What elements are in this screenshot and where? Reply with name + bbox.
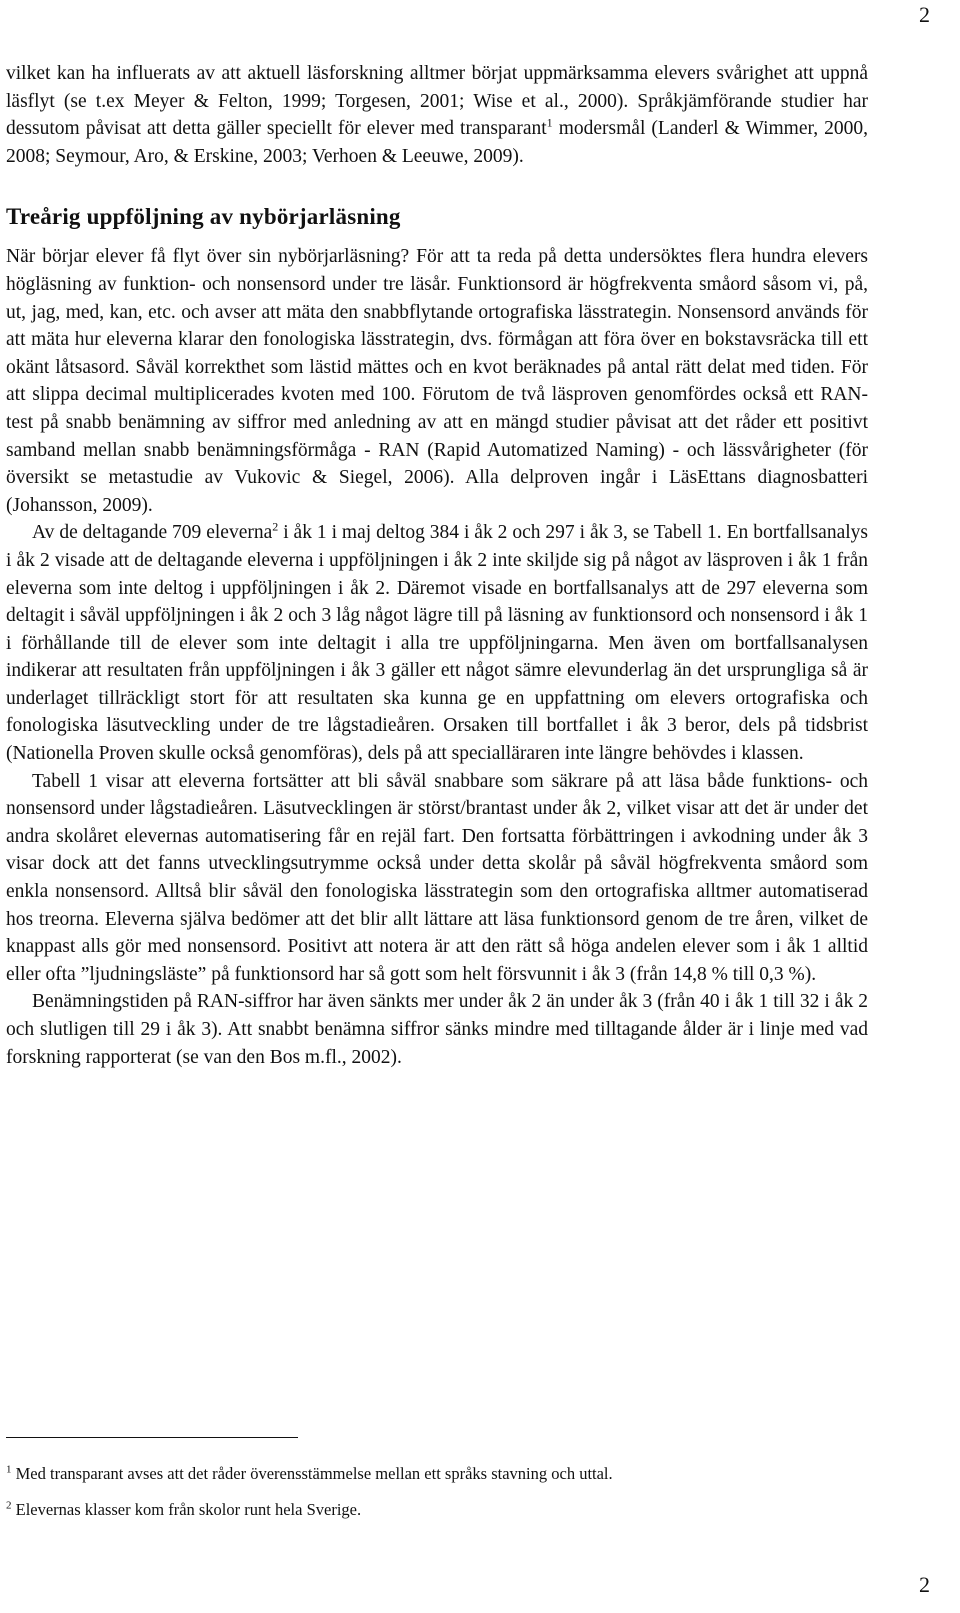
intro-text-a: vilket kan ha influerats av att aktuell läsforskning alltmer börjat uppmärksamma elevers svårighet att uppnå läsflyt (se t.ex Meyer & Felton, 1999; Torgesen, 2001; Wise et al., 2000). Språkjämförande studier har dessutom påvisat att detta gäller speciellt för elever med transparant [6,63,868,140]
footnote-mark-1: 1 [6,1463,12,1476]
footnote-text-2: Elevernas klasser kom från skolor runt hela Sverige. [11,1500,362,1519]
section-heading: Treårig uppföljning av nybörjarläsning [6,204,401,230]
footnote-mark-2: 2 [6,1499,12,1512]
paragraph-2-text-a: Av de deltagande 709 eleverna [32,522,273,544]
page-number-top: 2 [919,2,930,27]
footnotes [6,1437,868,1536]
footnote-2 [6,1500,868,1520]
intro-text-b: modersmål (Landerl & Wimmer, 2000, 2008; Seymour, Aro, & Erskine, 2003; Verhoen & Leeuwe, 2009). [6,118,869,167]
paragraph-2-text-b: i åk 1 i maj deltog 384 i åk 2 och 297 i åk 3, se Tabell 1. En bortfallsanalys i åk 2 visade att de deltagande eleverna i uppföljningen i åk 2 inte skiljde sig på något av läsproven i åk 1 från eleverna som inte deltog i uppföljningen i åk 2. Däremot visade en bortfallsanalys att de 297 eleverna som deltagit i såväl uppföljningen i åk 2 och 3 låg något lägre till på läsning av funktionsord och nonsensord i åk 1 i förhållande till de elever som inte deltagit i alla tre uppföljningarna. Men även om bortfallsanalysen indikerar att resultaten från uppföljningen i åk 3 gäller ett något sämre elevunderlag än det ursprungliga så är underlaget tillräckligt stort för att resultaten ska kunna ge en uppfattning om elevers ortografiska och fonologiska läsutveckling under de tre lågstadieåren. Orsaken till bortfallet i åk 3 beror, dels på tidsbrist (Nationella Proven skulle också genomföras), dels på att specialläraren inte längre behövdes i klassen. [6,522,868,765]
paragraph-1: När börjar elever få flyt över sin nybörjarläsning? För att ta reda på detta undersöktes flera hundra elevers högläsning av funktion- och nonsensord under tre läsår. Funktionsord är högfrekventa småord såsom vi, på, ut, jag, med, kan, etc. och avser att mäta den snabbflytande ortografiska lässtrategin. Nonsensord används för att mäta hur eleverna klarar den fonologiska lässtrategin, dvs. förmågan att föra över en bokstavsräcka till ett okänt låtsasord. Såväl korrekthet som lästid mättes och en kvot beräknades på antal rätt delat med tiden. För att slippa decimal multiplicerades kvoten med 100. Förutom de två läsproven genomfördes också ett RAN-test på snabb benämning av siffror med anledning av att en mängd studier påvisat att det råder ett positivt samband mellan snabb benämningsförmåga - RAN (Rapid Automatized Naming) - och lässvårigheter (för översikt se metastudie av Vukovic & Siegel, 2006). Alla delproven ingår i LäsEttans diagnosbatteri (Johansson, 2009). [6,246,868,516]
page-number-bottom: 2 [919,1572,930,1597]
main-content [6,60,868,1071]
footnote-ref-2: 2 [272,519,279,534]
paragraph-3: Tabell 1 visar att eleverna fortsätter att bli såväl snabbare som säkrare på att läsa både funktions- och nonsensord under lågstadieåren. Läsutvecklingen är störst/brantast under åk 2, vilket visar att det är under det andra skolåret elevernas automatisering får en rejäl fart. Den fortsatta förbättringen i avkodning under åk 3 visar dock att det fanns utvecklingsutrymme också under detta skolår på såväl högfrekventa småord som enkla nonsensord. Alltså blir såväl den fonologiska lässtrategin som den ortografiska alltmer automatiserad hos treorna. Eleverna själva bedömer att det blir allt lättare att läsa funktionsord genom de tre åren, vilket de knappast alls gör med nonsensord. Positivt att notera är att den rätt så höga andelen elever som i åk 1 alltid eller ofta ”ljudningsläste” på funktionsord har så gott som helt försvunnit i åk 3 (från 14,8 % till 0,3 %). [6,770,868,985]
intro-paragraph [6,60,868,170]
paragraph-2 [6,519,868,767]
paragraph-4: Benämningstiden på RAN-siffror har även sänkts mer under åk 2 än under åk 3 (från 40 i åk 1 till 32 i åk 2 och slutligen till 29 i åk 3). Att snabbt benämna siffror sänks mindre med tilltagande ålder är i linje med vad forskning rapporterat (se van den Bos m.fl., 2002). [6,991,868,1068]
footnote-ref-1: 1 [546,115,553,130]
footnote-1 [6,1464,868,1484]
footnote-divider [6,1437,298,1438]
footnote-text-1: Med transparant avses att det råder överensstämmelse mellan ett språks stavning och uttal. [11,1464,613,1483]
